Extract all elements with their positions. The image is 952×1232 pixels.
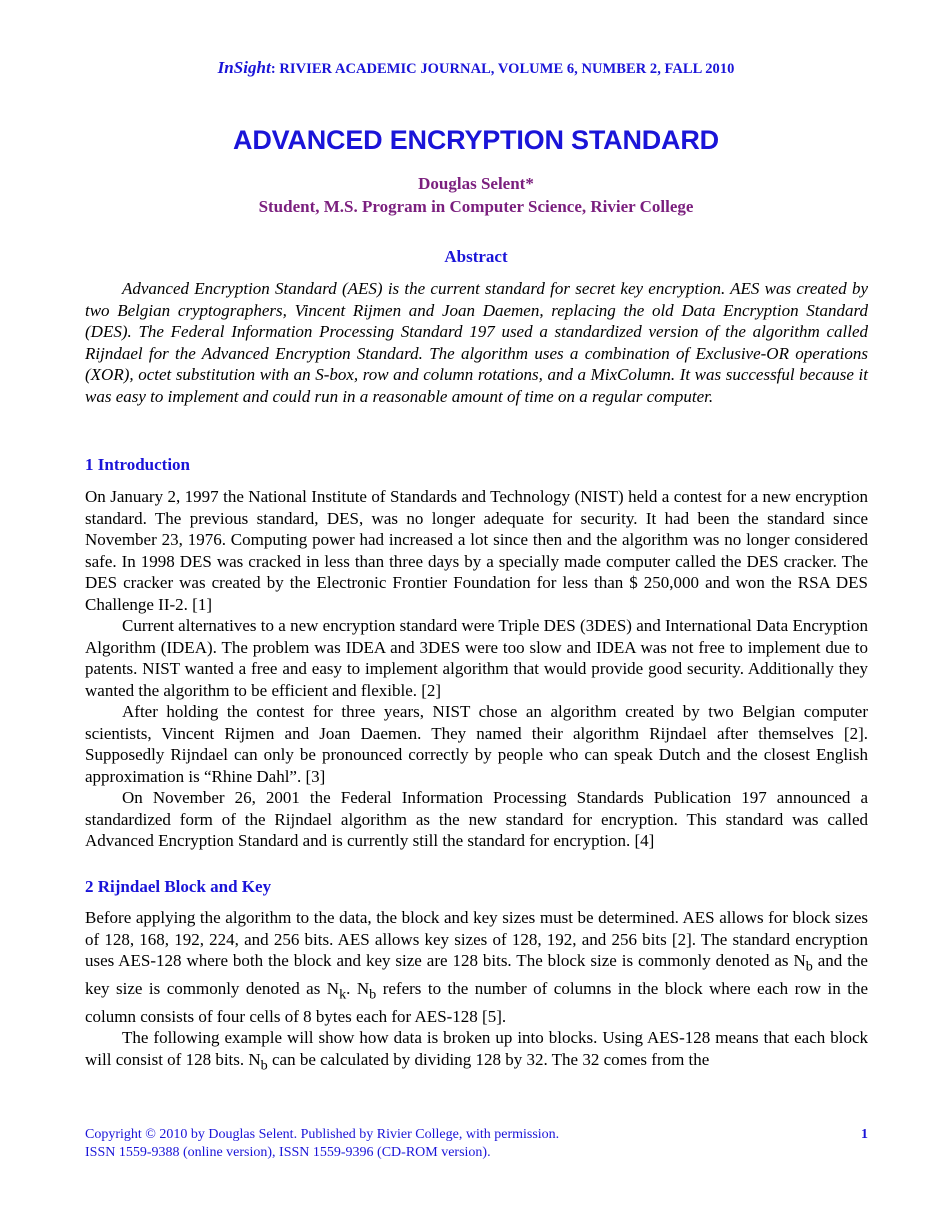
page-number: 1 xyxy=(861,1127,868,1142)
text-run: Before applying the algorithm to the data, the block and key sizes must be determined. AES allows for block sizes of 128, 168, 192, 224, and 256 bits. AES allows key sizes of 128, 192, and 256 bits [2]. The standard encryption uses AES-128 where both the block and key size are 128 bits. The block size is commonly denoted as N xyxy=(85,908,868,970)
introduction-body xyxy=(85,486,868,852)
author-name: Douglas Selent* xyxy=(418,174,534,193)
author-affiliation: Student, M.S. Program in Computer Science, Rivier College xyxy=(258,197,694,216)
footer-copyright xyxy=(85,1126,868,1144)
running-header xyxy=(0,58,952,78)
subscript-k: k xyxy=(339,986,347,1003)
section-heading-introduction: 1 Introduction xyxy=(85,455,191,474)
text-run: . N xyxy=(346,978,370,998)
intro-paragraph-4: On November 26, 2001 the Federal Information Processing Standards Publication 197 announced a standardized form of the Rijndael algorithm as the new standard for encryption. This standard was called Advanced Encryption Standard and is currently still the standard for encryption. [4] xyxy=(85,788,868,850)
intro-paragraph-1: On January 2, 1997 the National Institute of Standards and Technology (NIST) held a contest for a new encryption standard. The previous standard, DES, was no longer adequate for security. It had been the standard since November 23, 1976. Computing power had increased a lot since then and the algorithm was no longer considered safe. In 1998 DES was cracked in less than three days by a specially made computer called the DES cracker. The DES cracker was created by the Electronic Frontier Foundation for less than $ 250,000 and won the RSA DES Challenge II-2. [1] xyxy=(85,487,868,614)
rijndael-body xyxy=(85,907,868,1077)
subscript-b: b xyxy=(805,958,813,975)
section-heading-rijndael: 2 Rijndael Block and Key xyxy=(85,877,272,896)
abstract-heading: Abstract xyxy=(444,247,508,266)
text-run: can be calculated by dividing 128 by 32. The 32 comes from the xyxy=(267,1049,710,1069)
journal-info: : RIVIER ACADEMIC JOURNAL, VOLUME 6, NUMBER 2, FALL 2010 xyxy=(270,61,735,77)
subscript-b: b xyxy=(369,986,377,1003)
text-run: The following example will show how data is broken up into blocks. Using AES-128 means that each block will consist of 128 bits. N xyxy=(85,1028,868,1069)
paper-title: ADVANCED ENCRYPTION STANDARD xyxy=(233,125,719,155)
subscript-b: b xyxy=(260,1057,268,1074)
journal-name-italic: InSight xyxy=(217,58,271,77)
footer-issn: ISSN 1559-9388 (online version), ISSN 1559-9396 (CD-ROM version). xyxy=(85,1145,491,1160)
text-run: refers to the number of columns in the block where each row in the column consists of four cells of 8 bytes each for AES-128 [5]. xyxy=(85,978,868,1026)
intro-paragraph-3: After holding the contest for three years, NIST chose an algorithm created by two Belgian computer scientists, Vincent Rijmen and Joan Daemen. They named their algorithm Rijndael after themselves [2]. Supposedly Rijndael can only be pronounced correctly by people who can speak Dutch and the closest English approximation is “Rhine Dahl”. [3] xyxy=(85,702,868,786)
abstract-paragraph: Advanced Encryption Standard (AES) is the current standard for secret key encryption. AES was created by two Belgian cryptographers, Vincent Rijmen and Joan Daemen, replacing the old Data Encryption Standard (DES). The Federal Information Processing Standard 197 used a standardized version of the algorithm called Rijndael for the Advanced Encryption Standard. The algorithm uses a combination of Exclusive-OR operations (XOR), octet substitution with an S-box, row and column rotations, and a MixColumn. It was successful because it was easy to implement and could run in a reasonable amount of time on a regular computer. xyxy=(85,279,868,406)
intro-paragraph-2: Current alternatives to a new encryption standard were Triple DES (3DES) and International Data Encryption Algorithm (IDEA). The problem was IDEA and 3DES were too slow and IDEA was not free to implement due to patents. NIST wanted a free and easy to implement algorithm that would provide good security. Additionally they wanted the algorithm to be efficient and flexible. [2] xyxy=(85,616,868,700)
rijndael-paragraph-1 xyxy=(85,907,868,1027)
text-run: and the key size is commonly denoted as N xyxy=(85,951,868,998)
abstract-text xyxy=(85,278,868,407)
rijndael-paragraph-2 xyxy=(85,1027,868,1076)
copyright-text: Copyright © 2010 by Douglas Selent. Published by Rivier College, with permission. xyxy=(85,1127,560,1142)
